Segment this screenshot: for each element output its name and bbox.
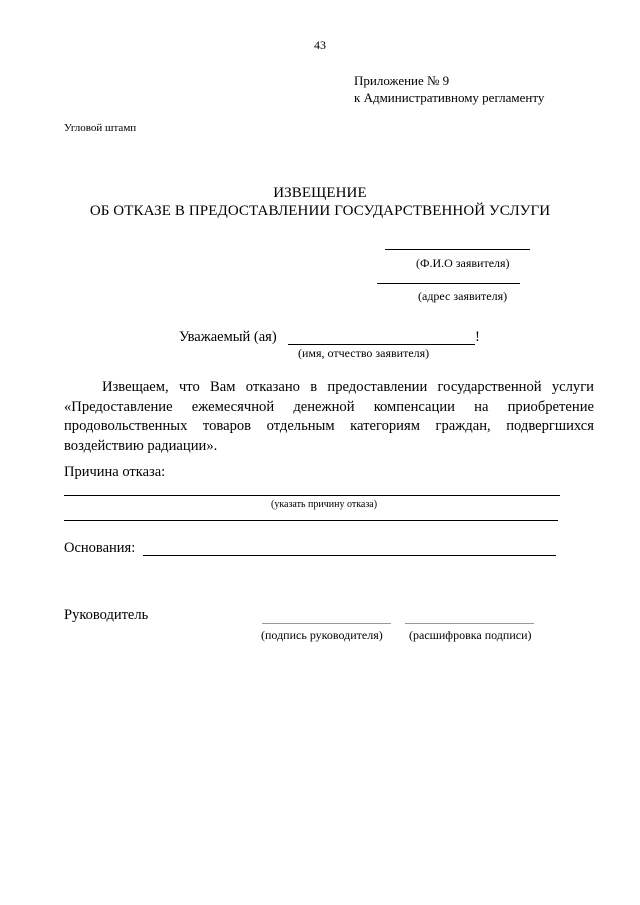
reason-line-2	[64, 520, 558, 521]
appendix-line-1: Приложение № 9	[354, 73, 450, 88]
applicant-address-line	[377, 283, 520, 284]
corner-stamp-label: Угловой штамп	[64, 122, 137, 134]
applicant-name-line	[385, 249, 530, 250]
page-number: 43	[314, 38, 326, 52]
grounds-line-long	[187, 555, 556, 556]
greeting-name-line	[288, 344, 475, 345]
reason-caption: (указать причину отказа)	[271, 499, 378, 510]
greeting-label: Уважаемый (ая)	[179, 329, 277, 345]
document-title: ИЗВЕЩЕНИЕ	[273, 185, 367, 201]
document-subtitle: ОБ ОТКАЗЕ В ПРЕДОСТАВЛЕНИИ ГОСУДАРСТВЕННОЙ УСЛУГИ	[89, 203, 551, 219]
signature-role: Руководитель	[64, 607, 149, 623]
signature-decoding-line	[405, 623, 534, 624]
signature-decoding-caption: (расшифровка подписи)	[409, 628, 532, 642]
notice-paragraph: Извещаем, что Вам отказано в предоставлении государственной услуги «Предоставление ежемесячной денежной компенсации на приобретение продовольственных товаров отдельным категориям граждан, подвергшихся воздействию радиации».	[64, 379, 594, 454]
grounds-line-short	[143, 555, 187, 556]
appendix-line-2: к Административному регламенту	[354, 90, 545, 105]
signature-caption: (подпись руководителя)	[261, 628, 383, 642]
reason-label: Причина отказа:	[64, 464, 166, 480]
greeting-exclamation: !	[475, 329, 480, 345]
applicant-name-caption: (Ф.И.О заявителя)	[416, 256, 510, 270]
greeting-caption: (имя, отчество заявителя)	[298, 346, 430, 360]
signature-line	[262, 623, 391, 624]
reason-line-1	[64, 495, 560, 496]
applicant-address-caption: (адрес заявителя)	[418, 289, 508, 303]
grounds-label: Основания:	[64, 540, 136, 556]
